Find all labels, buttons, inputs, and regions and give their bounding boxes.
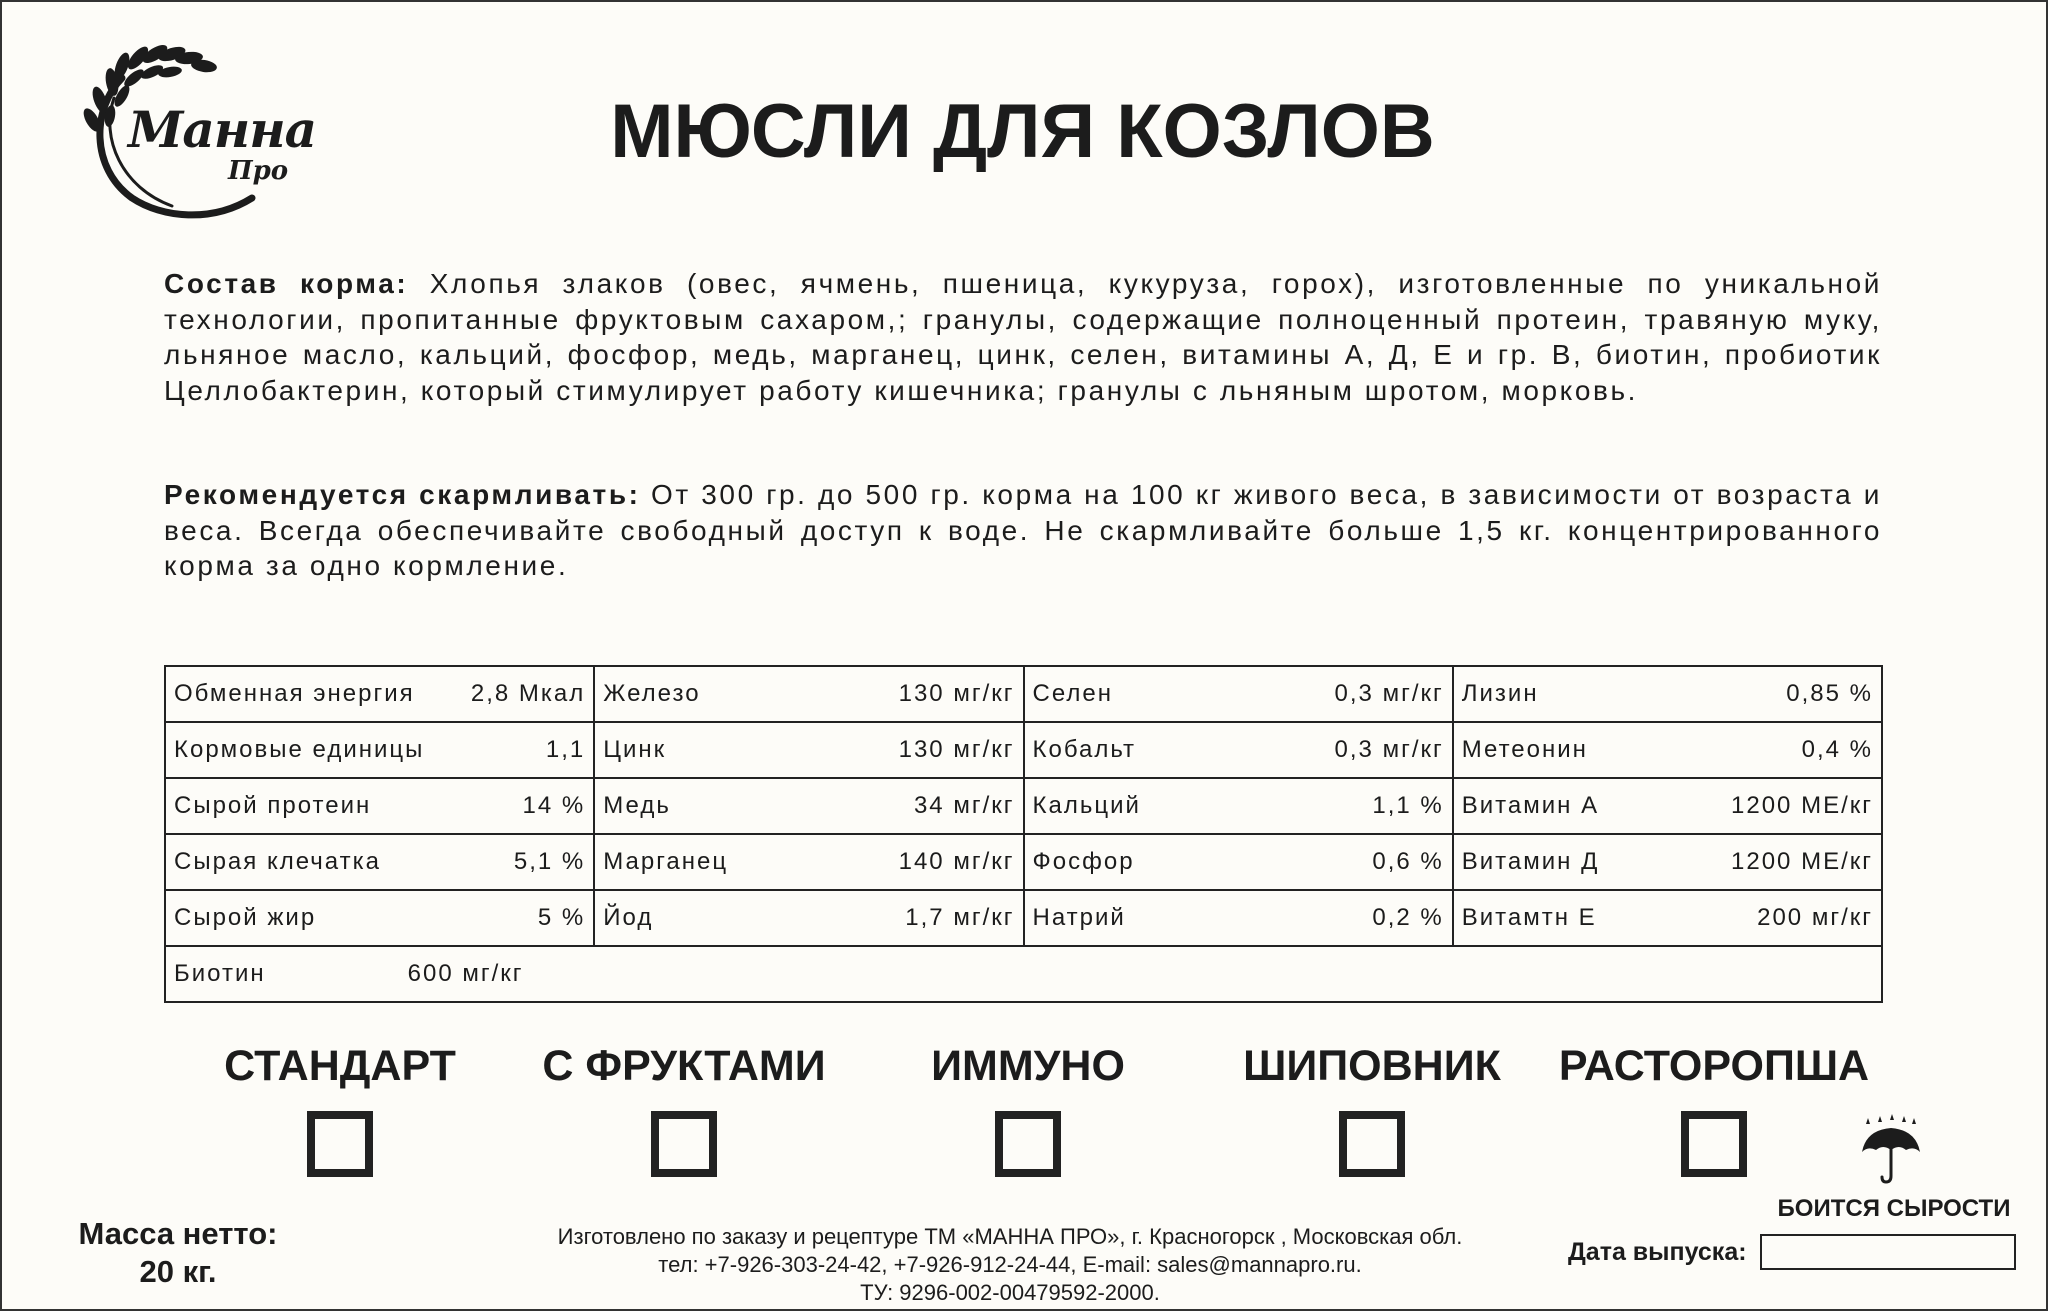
option-label: СТАНДАРТ [224, 1042, 456, 1090]
nutrient-cell [165, 890, 594, 946]
nutrient-value: 1200 МЕ/кг [1731, 848, 1873, 875]
nutrient-name: Биотин [174, 960, 266, 987]
nutrient-name: Железо [603, 680, 701, 707]
option-checkbox[interactable] [307, 1111, 373, 1177]
nutrient-name: Лизин [1461, 680, 1539, 707]
table-row [165, 778, 1882, 834]
nutrient-cell [165, 666, 594, 722]
option-fruits [514, 1042, 854, 1177]
nutrient-name: Кобальт [1032, 736, 1136, 763]
nutrient-value: 5 % [537, 904, 586, 931]
nutrient-name: Йод [603, 904, 654, 931]
nutrient-name: Кормовые единицы [174, 736, 425, 763]
nutrient-cell [1453, 778, 1882, 834]
nutrient-cell [594, 834, 1023, 890]
net-mass [48, 1215, 308, 1291]
nutrient-cell [1024, 722, 1453, 778]
option-label: ШИПОВНИК [1243, 1042, 1501, 1090]
option-standard [170, 1042, 510, 1177]
nutrient-value: 1,1 [545, 736, 586, 763]
nutrient-cell [594, 666, 1023, 722]
nutrient-cell [594, 722, 1023, 778]
nutrient-cell [1024, 834, 1453, 890]
nutrient-cell [594, 890, 1023, 946]
nutrient-value: 0,3 мг/кг [1334, 680, 1444, 707]
net-mass-value: 20 кг. [139, 1254, 217, 1289]
nutrient-cell [1453, 890, 1882, 946]
footer-line: ТУ: 9296-002-00479592-2000. [860, 1280, 1160, 1305]
nutrient-name: Марганец [603, 848, 729, 875]
nutrient-name: Обменная энергия [174, 680, 415, 707]
nutrient-value: 34 мг/кг [913, 792, 1015, 819]
manufacturer-info [500, 1223, 1520, 1307]
nutrient-value: 5,1 % [513, 848, 586, 875]
table-row [165, 946, 1882, 1002]
nutrient-name: Метеонин [1461, 736, 1588, 763]
moisture-warning: БОИТСЯ СЫРОСТИ [1777, 1195, 2011, 1222]
footer-line: тел: +7-926-303-24-42, +7-926-912-24-44, E-mail: sales@mannapro.ru. [658, 1252, 1362, 1277]
nutrient-value: 140 мг/кг [898, 848, 1015, 875]
nutrient-cell [594, 778, 1023, 834]
option-label: РАСТОРОПША [1558, 1042, 1870, 1090]
nutrient-value: 200 мг/кг [1757, 904, 1873, 931]
nutrient-name: Натрий [1032, 904, 1126, 931]
umbrella-icon [1858, 1114, 1924, 1186]
nutrient-name: Витамин А [1461, 792, 1600, 819]
nutrient-value: 0,2 % [1372, 904, 1444, 931]
nutrient-value: 1,1 % [1372, 792, 1444, 819]
nutrient-name: Селен [1032, 680, 1113, 707]
option-milk-thistle [1544, 1042, 1884, 1177]
nutrient-cell [165, 834, 594, 890]
nutrient-value: 2,8 Мкал [470, 680, 586, 707]
release-date-field[interactable] [1760, 1234, 2016, 1270]
nutrient-cell [1453, 834, 1882, 890]
nutrient-value: 130 мг/кг [898, 680, 1015, 707]
nutrient-cell [1024, 890, 1453, 946]
nutrient-value: 130 мг/кг [898, 736, 1015, 763]
nutrient-cell [165, 722, 594, 778]
nutrient-name: Медь [603, 792, 671, 819]
nutrient-cell [1453, 722, 1882, 778]
nutrient-name: Витамин Д [1461, 848, 1600, 875]
nutrient-name: Сырой протеин [174, 792, 372, 819]
table-row [165, 834, 1882, 890]
release-date-label: Дата выпуска: [1568, 1238, 1747, 1266]
composition-text: Хлопья злаков (овес, ячмень, пшеница, кукуруза, горох), изготовленные по уникальной технологии, пропитанные фруктовым сахаром,; гранулы, содержащие полноценный протеин, травяную муку, льняное масло, кальций, фосфор, медь, марганец, цинк, селен, витамины А, Д, Е и гр. В, биотин, пробиотик Целлобактерин, который стимулирует работу кишечника; гранулы с льняным шротом, морковь. [164, 268, 1882, 406]
option-checkbox[interactable] [995, 1111, 1061, 1177]
nutrient-name: Сырая клечатка [174, 848, 381, 875]
logo-name: Манна [128, 100, 317, 159]
net-mass-label: Масса нетто: [78, 1216, 278, 1251]
table-row [165, 666, 1882, 722]
composition-label: Состав корма: [164, 268, 409, 299]
nutrient-value: 1,7 мг/кг [905, 904, 1015, 931]
nutrient-value: 0,3 мг/кг [1334, 736, 1444, 763]
table-row [165, 722, 1882, 778]
logo-subtitle: Про [228, 156, 289, 186]
nutrient-cell [1453, 666, 1882, 722]
option-checkbox[interactable] [651, 1111, 717, 1177]
nutrient-name: Цинк [603, 736, 667, 763]
option-label: С ФРУКТАМИ [542, 1042, 826, 1090]
nutrient-name: Кальций [1032, 792, 1141, 819]
nutrient-value: 0,6 % [1372, 848, 1444, 875]
feeding-label: Рекомендуется скармливать: [164, 479, 641, 510]
variant-options [170, 1042, 1890, 1182]
option-checkbox[interactable] [1339, 1111, 1405, 1177]
nutrition-table [164, 665, 1883, 1003]
nutrient-value: 1200 МЕ/кг [1731, 792, 1873, 819]
biotin-cell [165, 946, 1882, 1002]
nutrient-value: 600 мг/кг [407, 960, 524, 987]
nutrient-cell [165, 778, 594, 834]
footer-line: Изготовлено по заказу и рецептуре ТМ «МАННА ПРО», г. Красногорск , Московская обл. [557, 1224, 1463, 1249]
composition-paragraph [164, 266, 1882, 408]
feeding-paragraph [164, 477, 1882, 584]
nutrient-cell [1024, 778, 1453, 834]
feeding-text: От 300 гр. до 500 гр. корма на 100 кг живого веса, в зависимости от возраста и веса. Всегда обеспечивайте свободный доступ к воде. Не скармливайте больше 1,5 кг. концентрированного корма за одно кормление. [164, 479, 1882, 581]
nutrient-value: 0,85 % [1786, 680, 1873, 707]
option-rosehip [1202, 1042, 1542, 1177]
nutrient-cell [1024, 666, 1453, 722]
option-checkbox[interactable] [1681, 1111, 1747, 1177]
nutrient-value: 0,4 % [1801, 736, 1873, 763]
option-label: ИММУНО [931, 1042, 1125, 1090]
nutrient-name: Фосфор [1032, 848, 1135, 875]
nutrient-value: 14 % [522, 792, 586, 819]
nutrient-name: Сырой жир [174, 904, 317, 931]
table-row [165, 890, 1882, 946]
product-title: МЮСЛИ ДЛЯ КОЗЛОВ [610, 89, 1435, 174]
brand-logo [52, 38, 317, 238]
option-immuno [858, 1042, 1198, 1177]
nutrient-name: Витамтн Е [1461, 904, 1597, 931]
